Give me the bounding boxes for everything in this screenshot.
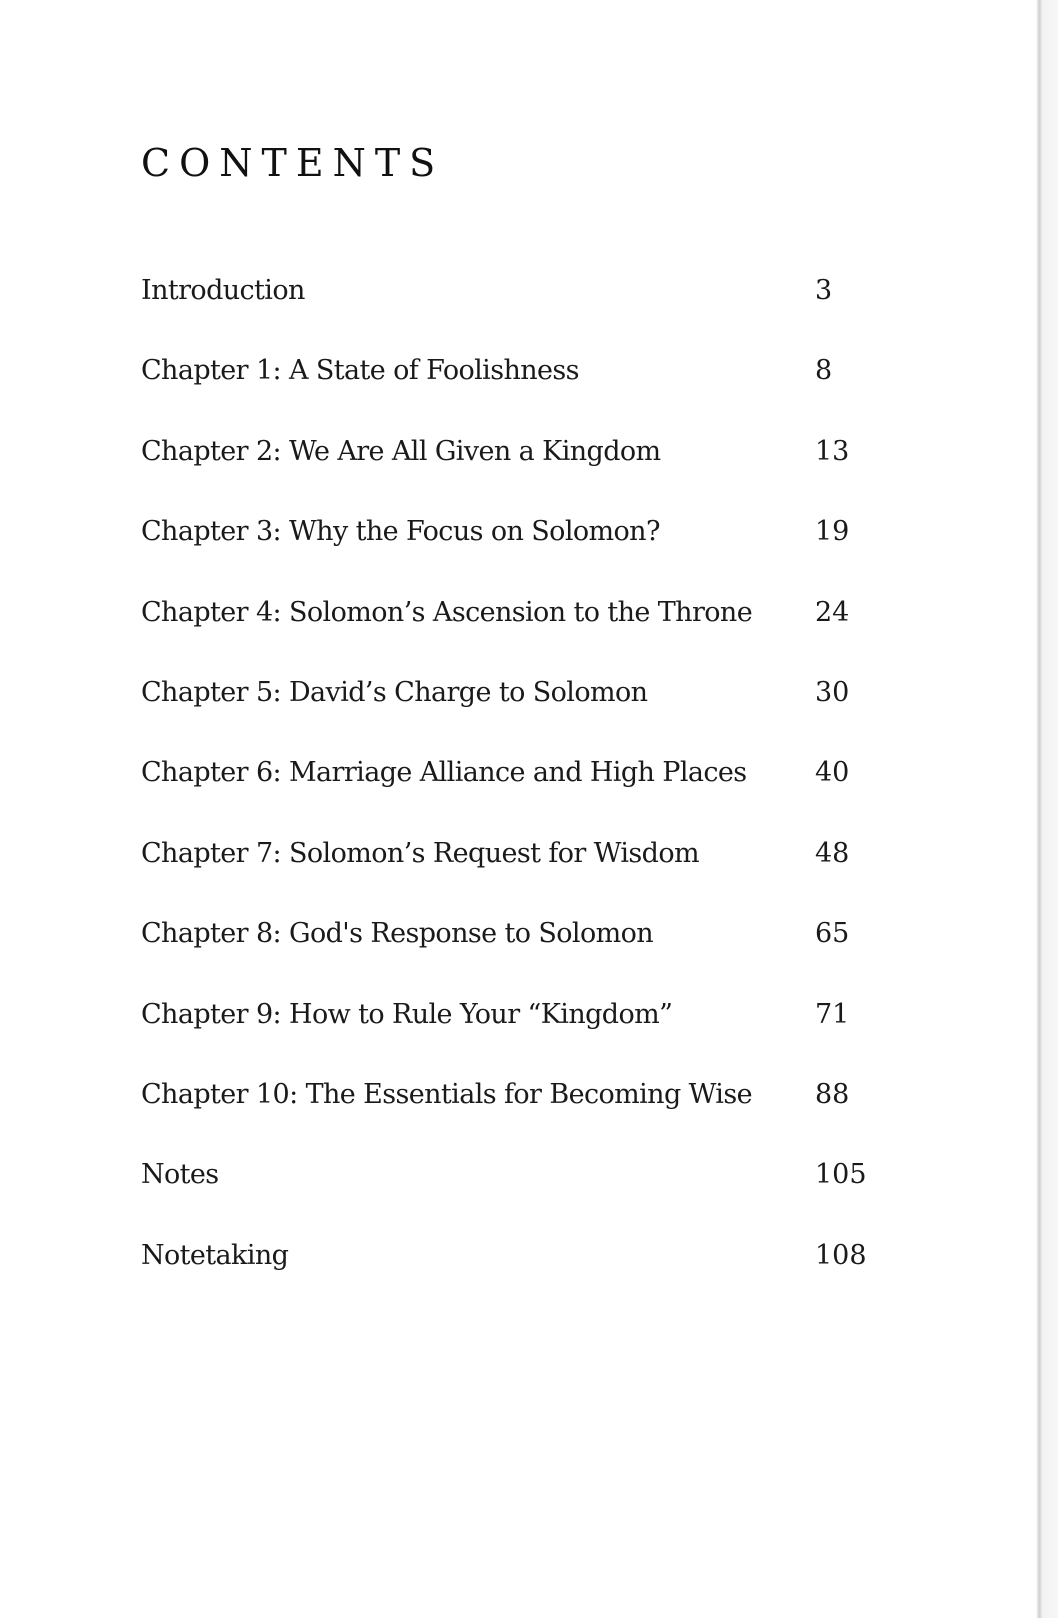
toc-entry-title: Chapter 6: Marriage Alliance and High Places: [141, 757, 747, 789]
toc-entry-title: Chapter 5: David’s Charge to Solomon: [141, 676, 648, 708]
toc-entry-chapter-6[interactable]: [141, 752, 881, 832]
toc-entry-page-number: 8: [815, 355, 833, 387]
toc-entry-notes[interactable]: [141, 1154, 881, 1234]
toc-entry-chapter-5[interactable]: [141, 672, 881, 752]
toc-entry-page-number: 65: [815, 918, 850, 950]
toc-entry-page-number: 105: [815, 1159, 867, 1191]
toc-entry-page-number: 108: [815, 1239, 867, 1271]
page-edge-shadow: [1024, 0, 1058, 1618]
toc-entry-page-number: 88: [815, 1078, 850, 1110]
toc-entry-chapter-1[interactable]: [141, 350, 881, 430]
toc-entry-title: Notetaking: [141, 1239, 289, 1271]
toc-entry-title: Chapter 9: How to Rule Your “Kingdom”: [141, 998, 673, 1030]
toc-entry-page-number: 71: [815, 998, 850, 1030]
contents-heading: CONTENTS: [141, 141, 445, 185]
toc-entry-title: Chapter 1: A State of Foolishness: [141, 355, 579, 387]
toc-entry-chapter-9[interactable]: [141, 994, 881, 1074]
toc-entry-page-number: 3: [815, 275, 833, 306]
toc-entry-page-number: 48: [815, 837, 850, 869]
toc-entry-title: Chapter 8: God's Response to Solomon: [141, 918, 654, 950]
toc-entry-introduction[interactable]: [141, 270, 881, 350]
toc-entry-title: Chapter 10: The Essentials for Becoming Wise: [141, 1078, 752, 1110]
toc-entry-page-number: 19: [815, 516, 850, 548]
toc-entry-page-number: 13: [815, 435, 850, 467]
toc-entry-chapter-3[interactable]: [141, 511, 881, 591]
toc-entry-notetaking[interactable]: [141, 1235, 881, 1315]
toc-entry-chapter-4[interactable]: [141, 592, 881, 672]
toc-entry-chapter-2[interactable]: [141, 431, 881, 511]
toc-entry-chapter-7[interactable]: [141, 833, 881, 913]
toc-entry-title: Notes: [141, 1159, 219, 1191]
toc-entry-title: Chapter 2: We Are All Given a Kingdom: [141, 435, 661, 467]
toc-entry-page-number: 30: [815, 676, 850, 708]
toc-entry-chapter-10[interactable]: [141, 1074, 881, 1154]
toc-entry-title: Chapter 3: Why the Focus on Solomon?: [141, 516, 660, 548]
toc-entry-chapter-8[interactable]: [141, 913, 881, 993]
toc-entry-title: Chapter 4: Solomon’s Ascension to the Throne: [141, 596, 753, 628]
toc-entry-title: Introduction: [141, 275, 305, 306]
toc-entry-page-number: 40: [815, 757, 850, 789]
table-of-contents: [141, 270, 881, 1315]
toc-entry-page-number: 24: [815, 596, 850, 628]
toc-entry-title: Chapter 7: Solomon’s Request for Wisdom: [141, 837, 700, 869]
